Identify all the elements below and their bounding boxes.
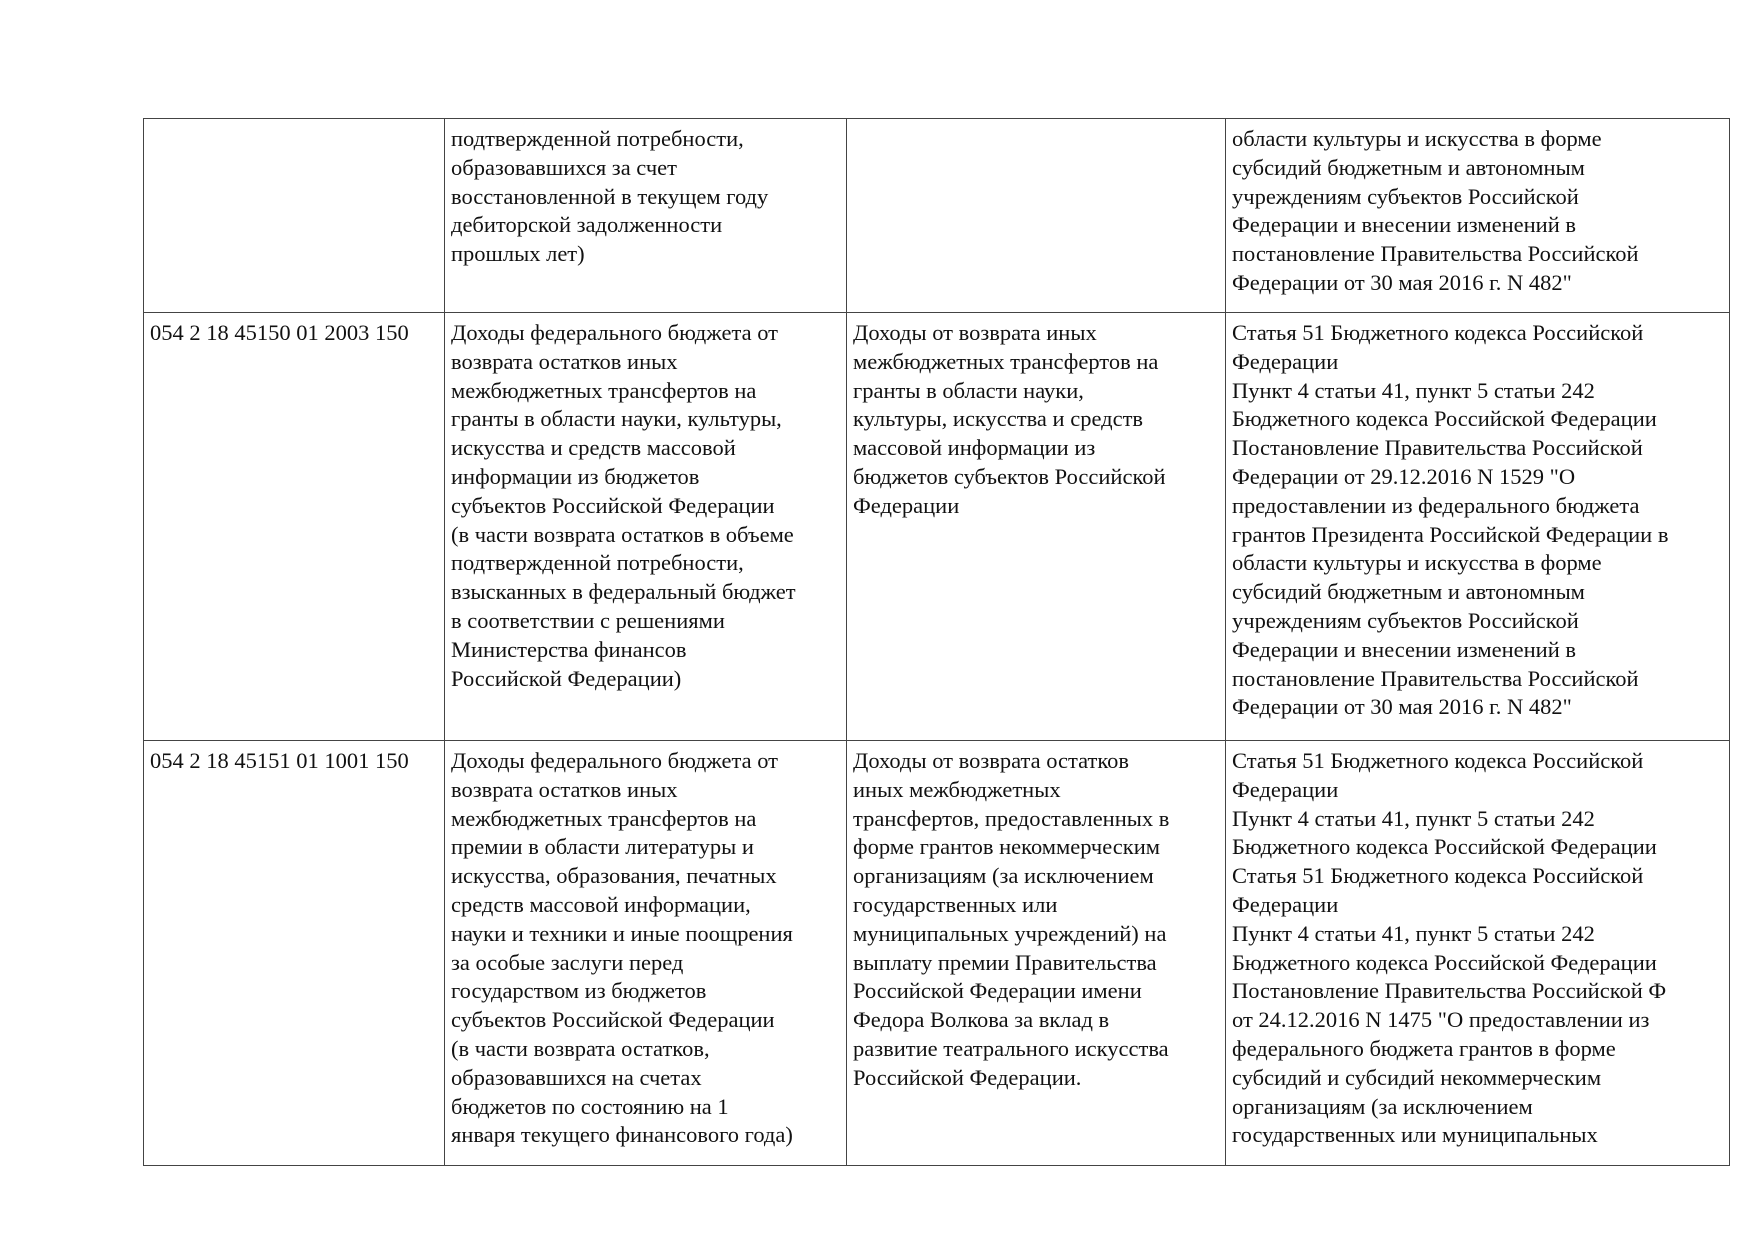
- text-line: средств массовой информации,: [451, 891, 751, 917]
- text-line: гранты в области науки, культуры,: [451, 406, 782, 432]
- text-line: области культуры и искусства в форме: [1232, 550, 1602, 576]
- text-line: Бюджетного кодекса Российской Федерации: [1232, 406, 1657, 432]
- text-line: государственных или: [853, 891, 1058, 917]
- text-line: науки и техники и иные поощрения: [451, 920, 793, 946]
- text-line: организациям (за исключением: [1232, 1093, 1533, 1119]
- description-cell: [847, 119, 1226, 313]
- table-row: [144, 119, 1730, 313]
- text-line: Постановление Правительства Российской: [1232, 435, 1643, 461]
- text-line: Бюджетного кодекса Российской Федерации: [1232, 834, 1657, 860]
- text-line: субъектов Российской Федерации: [451, 492, 775, 518]
- text-line: трансфертов, предоставленных в: [853, 805, 1170, 831]
- name-cell: [445, 741, 847, 1166]
- text-line: восстановленной в текущем году: [451, 183, 769, 209]
- text-line: развитие театрального искусства: [853, 1035, 1169, 1061]
- text-line: учреждениям субъектов Российской: [1232, 607, 1579, 633]
- text-line: бюджетов субъектов Российской: [853, 463, 1166, 489]
- text-line: Доходы от возврата остатков: [853, 748, 1130, 773]
- text-line: культуры, искусства и средств: [853, 406, 1144, 432]
- text-line: информации из бюджетов: [451, 463, 700, 489]
- text-line: Федерации: [1232, 891, 1339, 917]
- text-line: Статья 51 Бюджетного кодекса Российской: [1232, 863, 1644, 889]
- text-line: Пункт 4 статьи 41, пункт 5 статьи 242: [1232, 920, 1595, 946]
- text-line: Постановление Правительства Российской Ф: [1232, 978, 1667, 1004]
- text-line: Российской Федерации): [451, 665, 682, 691]
- code-cell: 054 2 18 45150 01 2003 150: [144, 313, 445, 741]
- text-line: организациям (за исключением: [853, 863, 1154, 889]
- text-line: постановление Правительства Российской: [1232, 665, 1639, 691]
- text-line: (в части возврата остатков,: [451, 1035, 710, 1061]
- text-line: Федора Волкова за вклад в: [853, 1007, 1110, 1033]
- legal-basis-cell: [1226, 741, 1730, 1166]
- text-line: гранты в области науки,: [853, 377, 1084, 403]
- text-line: бюджетов по состоянию на 1: [451, 1093, 729, 1119]
- text-line: премии в области литературы и: [451, 834, 754, 860]
- text-line: постановление Правительства Российской: [1232, 241, 1639, 267]
- description-cell: [847, 313, 1226, 741]
- text-line: за особые заслуги перед: [451, 949, 684, 975]
- text-line: января текущего финансового года): [451, 1122, 793, 1148]
- text-line: Федерации: [1232, 348, 1339, 374]
- text-line: подтвержденной потребности,: [451, 550, 744, 576]
- text-line: образовавшихся на счетах: [451, 1064, 702, 1090]
- name-cell: [445, 313, 847, 741]
- table-row: [144, 741, 1730, 1166]
- text-line: Министерства финансов: [451, 636, 687, 662]
- text-line: межбюджетных трансфертов на: [853, 348, 1159, 374]
- text-line: прошлых лет): [451, 241, 585, 267]
- text-line: в соответствии с решениями: [451, 607, 725, 633]
- text-line: межбюджетных трансфертов на: [451, 805, 757, 831]
- text-line: субсидий и субсидий некоммерческим: [1232, 1064, 1602, 1090]
- code-cell: [144, 119, 445, 313]
- text-line: дебиторской задолженности: [451, 212, 723, 238]
- code-cell: 054 2 18 45151 01 1001 150: [144, 741, 445, 1166]
- legal-basis-cell: [1226, 119, 1730, 313]
- text-line: Федерации от 30 мая 2016 г. N 482": [1232, 269, 1572, 295]
- text-line: муниципальных учреждений) на: [853, 920, 1167, 946]
- text-line: выплату премии Правительства: [853, 949, 1157, 975]
- text-line: грантов Президента Российской Федерации в: [1232, 521, 1669, 547]
- text-line: Доходы от возврата иных: [853, 320, 1097, 345]
- text-line: Федерации от 30 мая 2016 г. N 482": [1232, 694, 1572, 720]
- text-line: образовавшихся за счет: [451, 154, 677, 180]
- description-cell: [847, 741, 1226, 1166]
- text-line: искусства, образования, печатных: [451, 863, 777, 889]
- text-line: искусства и средств массовой: [451, 435, 736, 461]
- text-line: Пункт 4 статьи 41, пункт 5 статьи 242: [1232, 805, 1595, 831]
- text-line: иных межбюджетных: [853, 776, 1061, 802]
- text-line: субсидий бюджетным и автономным: [1232, 154, 1585, 180]
- text-line: подтвержденной потребности,: [451, 126, 744, 151]
- table-row: [144, 313, 1730, 741]
- text-line: Федерации и внесении изменений в: [1232, 212, 1576, 238]
- text-line: субъектов Российской Федерации: [451, 1007, 775, 1033]
- text-line: Российской Федерации.: [853, 1064, 1082, 1090]
- text-line: субсидий бюджетным и автономным: [1232, 579, 1585, 605]
- text-line: области культуры и искусства в форме: [1232, 126, 1602, 151]
- text-line: (в части возврата остатков в объеме: [451, 521, 794, 547]
- text-line: возврата остатков иных: [451, 776, 678, 802]
- text-line: межбюджетных трансфертов на: [451, 377, 757, 403]
- budget-codes-table: [143, 118, 1730, 1166]
- text-line: возврата остатков иных: [451, 348, 678, 374]
- text-line: федерального бюджета грантов в форме: [1232, 1035, 1616, 1061]
- text-line: государственных или муниципальных: [1232, 1122, 1598, 1148]
- text-line: Федерации и внесении изменений в: [1232, 636, 1576, 662]
- text-line: Доходы федерального бюджета от: [451, 748, 778, 773]
- name-cell: [445, 119, 847, 313]
- text-line: взысканных в федеральный бюджет: [451, 579, 796, 605]
- text-line: учреждениям субъектов Российской: [1232, 183, 1579, 209]
- text-line: форме грантов некоммерческим: [853, 834, 1160, 860]
- text-line: государством из бюджетов: [451, 978, 707, 1004]
- text-line: Федерации от 29.12.2016 N 1529 "О: [1232, 463, 1576, 489]
- text-line: предоставлении из федерального бюджета: [1232, 492, 1640, 518]
- legal-basis-cell: [1226, 313, 1730, 741]
- text-line: массовой информации из: [853, 435, 1096, 461]
- text-line: Федерации: [1232, 776, 1339, 802]
- text-line: Пункт 4 статьи 41, пункт 5 статьи 242: [1232, 377, 1595, 403]
- text-line: Статья 51 Бюджетного кодекса Российской: [1232, 748, 1644, 773]
- text-line: Статья 51 Бюджетного кодекса Российской: [1232, 320, 1644, 345]
- text-line: Российской Федерации имени: [853, 978, 1142, 1004]
- text-line: Доходы федерального бюджета от: [451, 320, 778, 345]
- text-line: от 24.12.2016 N 1475 "О предоставлении из: [1232, 1007, 1650, 1033]
- text-line: Федерации: [853, 492, 960, 518]
- text-line: Бюджетного кодекса Российской Федерации: [1232, 949, 1657, 975]
